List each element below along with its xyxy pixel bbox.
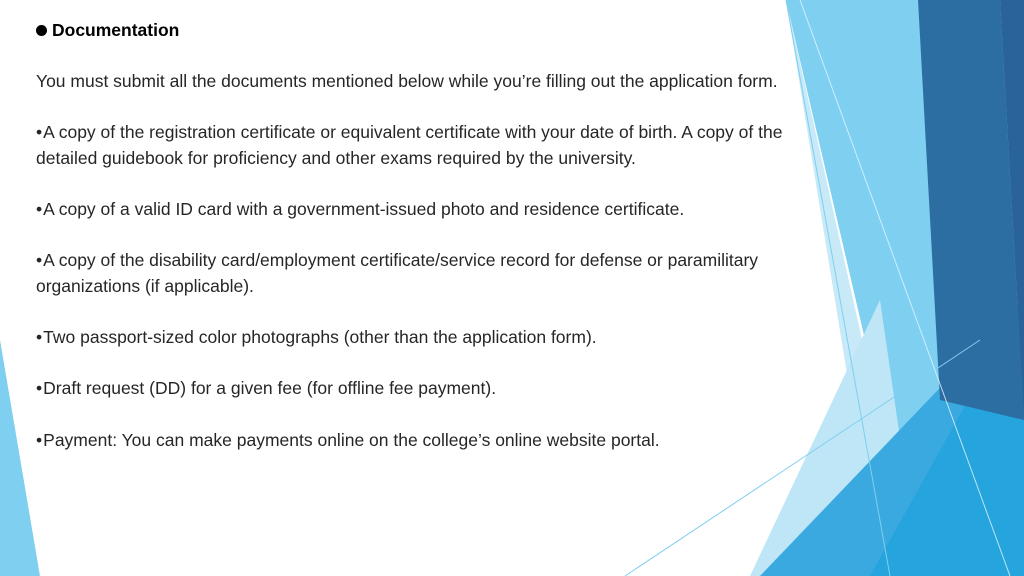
bullet-marker: • — [36, 378, 43, 399]
list-item — [36, 325, 786, 351]
list-item — [36, 197, 786, 223]
left-edge-shape — [0, 340, 43, 576]
bullet-marker: • — [36, 327, 43, 348]
list-item-text: Two passport-sized color photographs (other than the application form). — [43, 327, 597, 348]
bullet-marker: • — [36, 122, 43, 143]
list-item — [36, 376, 786, 402]
list-item — [36, 248, 786, 299]
content-area — [36, 18, 786, 479]
list-item-text: A copy of the registration certificate or equivalent certificate with your date of birth. A copy of the detailed guidebook for proficiency and other exams required by the university. — [36, 122, 783, 168]
list-item-text: Payment: You can make payments online on the college’s online website portal. — [43, 429, 660, 450]
list-item — [36, 120, 786, 171]
bullet-marker: • — [36, 199, 43, 220]
list-item-text: A copy of a valid ID card with a government-issued photo and residence certificate. — [43, 199, 685, 220]
list-item-text: A copy of the disability card/employment certificate/service record for defense or paramilitary organizations (if applicable). — [36, 250, 759, 296]
bullet-marker: • — [36, 250, 43, 271]
list-item — [36, 428, 786, 454]
intro-paragraph: You must submit all the documents mentioned below while you’re filling out the application form. — [36, 71, 778, 92]
bullet-marker: • — [36, 429, 43, 450]
heading-bullet-icon — [36, 25, 47, 36]
section-heading — [36, 18, 786, 44]
heading-text: Documentation — [52, 20, 180, 40]
list-item-text: Draft request (DD) for a given fee (for offline fee payment). — [43, 378, 497, 399]
